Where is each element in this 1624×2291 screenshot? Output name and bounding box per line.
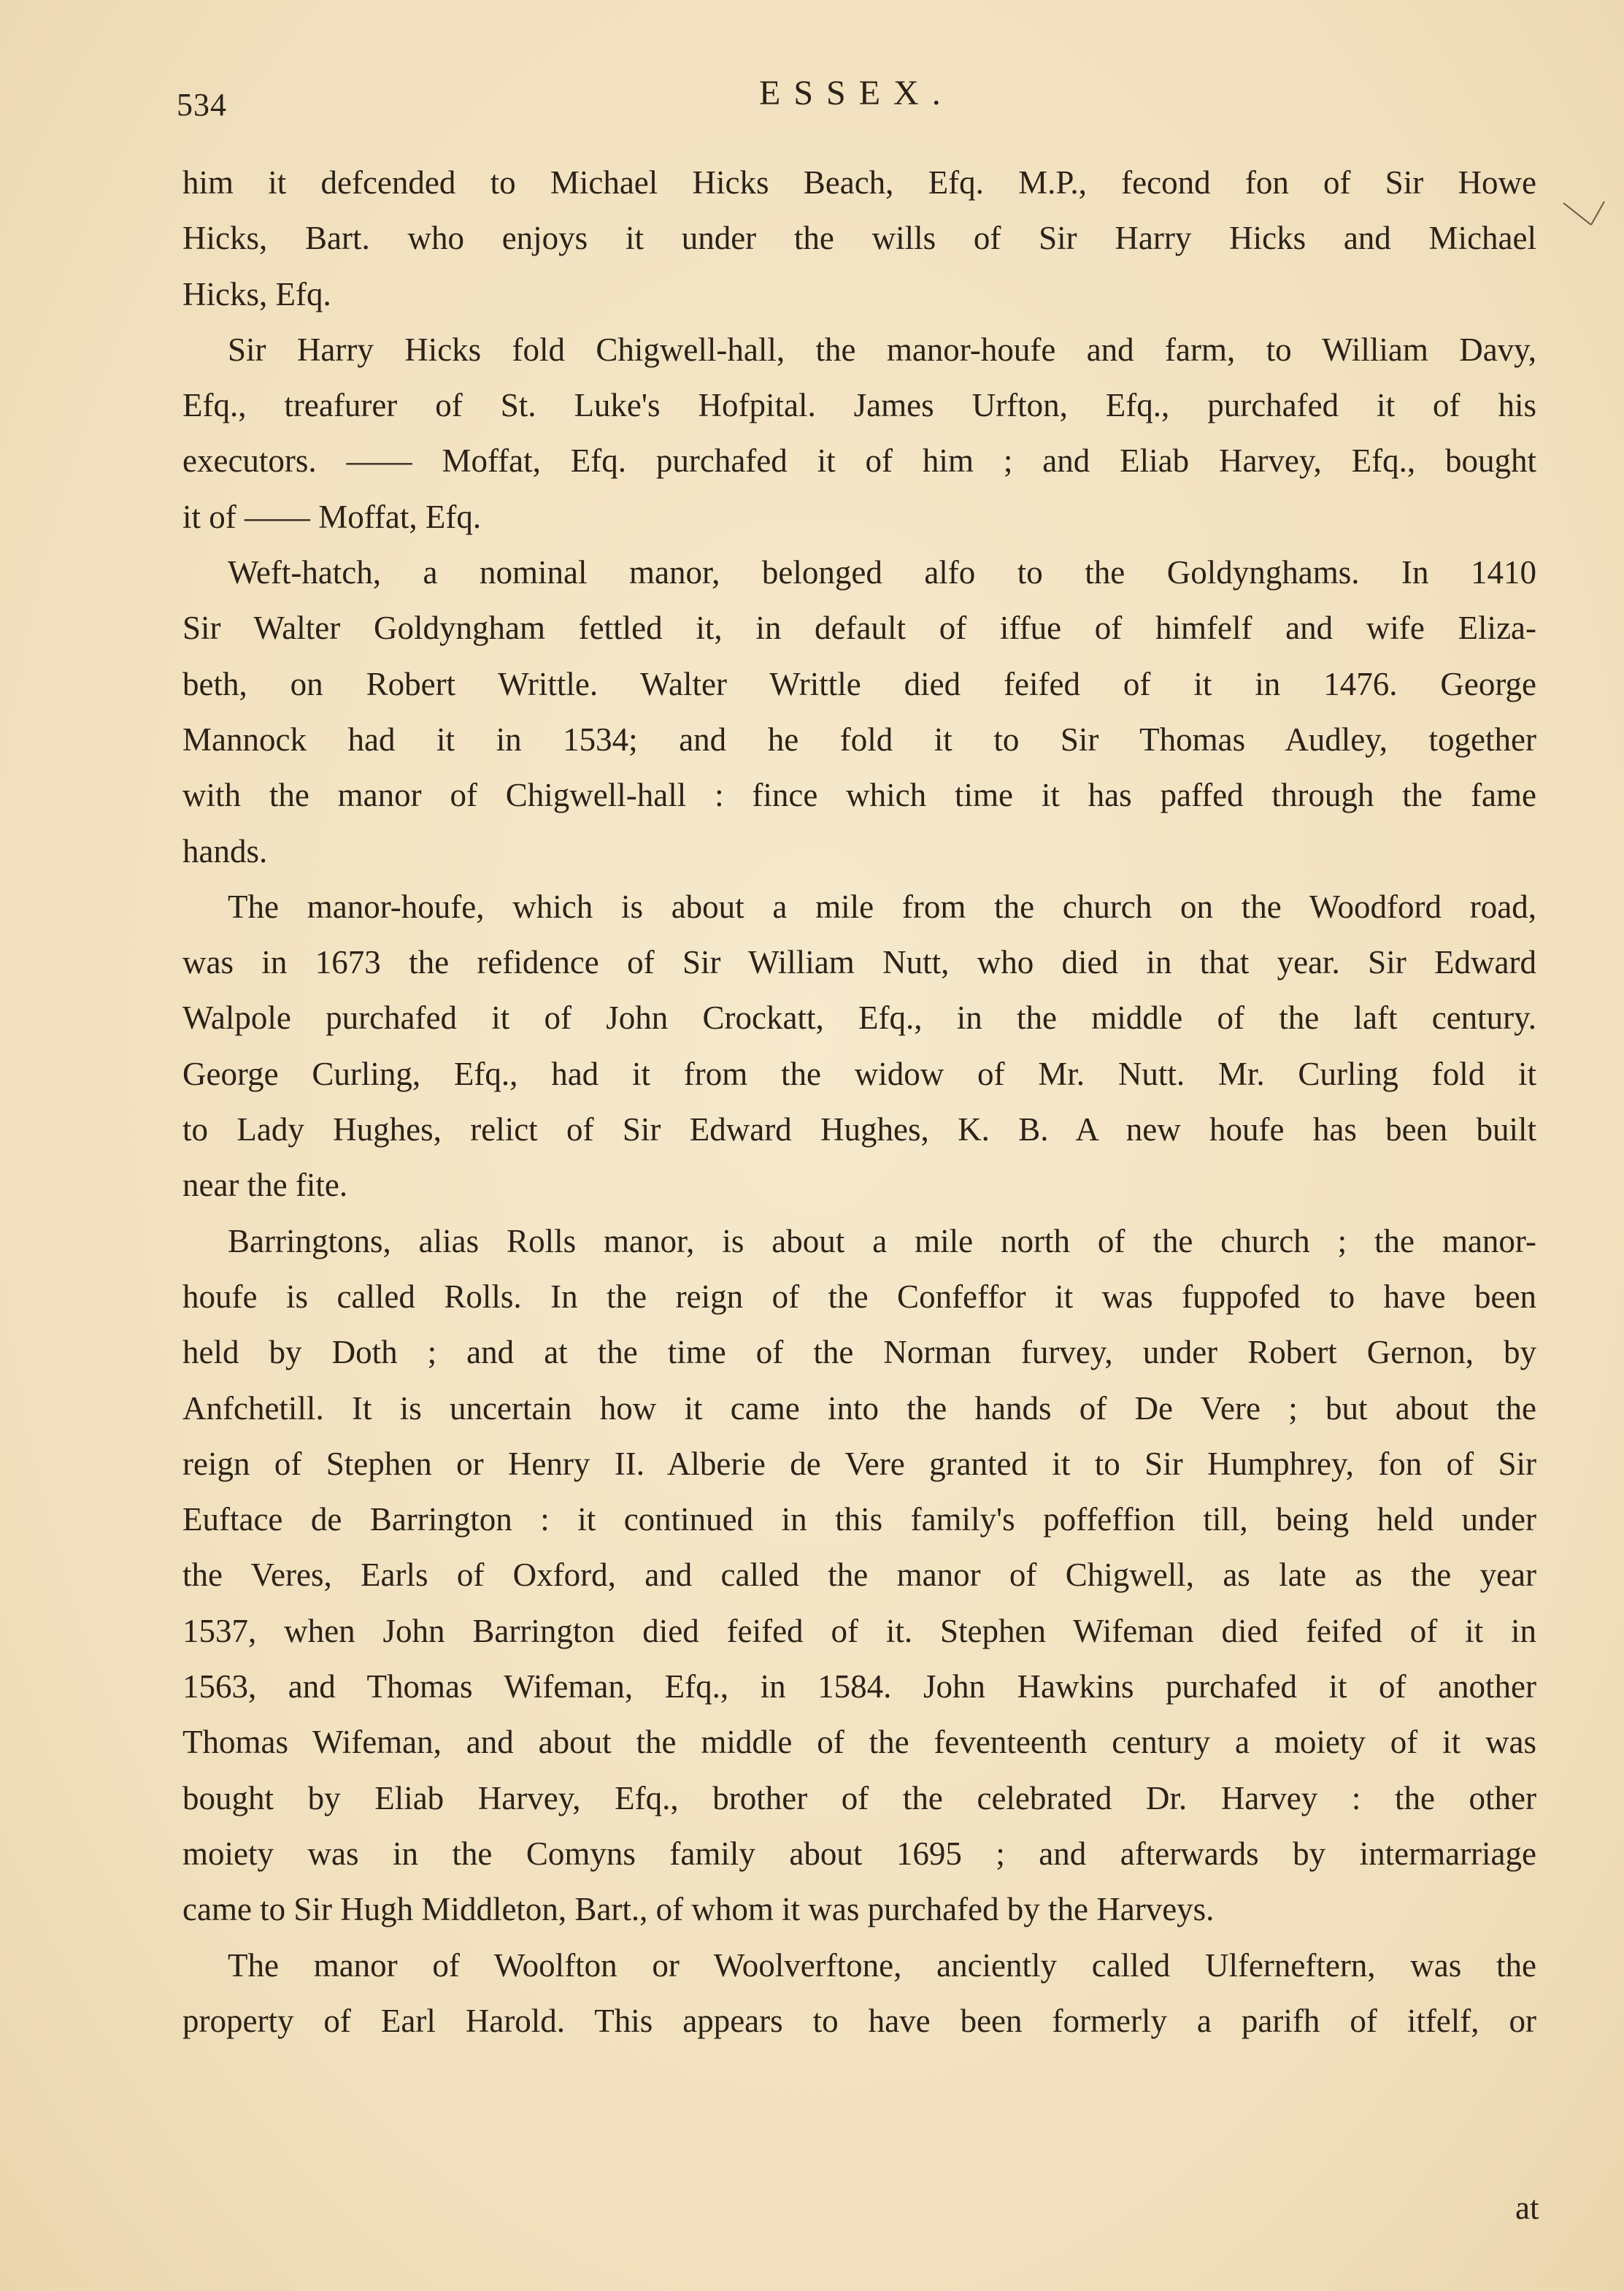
paragraph-woolston (182, 1938, 1536, 2049)
text-line: to Lady Hughes, relict of Sir Edward Hughes, K. B. A new houfe has been built (182, 1111, 1536, 1148)
text-line: The manor of Woolfton or Woolverftone, anciently called Ulferneftern, was the (228, 1946, 1536, 1984)
page-number: 534 (177, 87, 227, 123)
text-line: the Veres, Earls of Oxford, and called the manor of Chigwell, as late as the year (182, 1557, 1536, 1594)
text-line: Sir Walter Goldyngham fettled it, in default of iffue of himfelf and wife Eliza- (182, 610, 1536, 647)
text-line: Mannock had it in 1534; and he fold it to Sir Thomas Audley, together (182, 721, 1536, 758)
text-line: moiety was in the Comyns family about 1695 ; and afterwards by intermarriage (182, 1835, 1536, 1872)
margin-mark (1562, 196, 1606, 261)
text-line: Anfchetill. It is uncertain how it came into the hands of De Vere ; but about the (182, 1389, 1536, 1427)
text-line: Efq., treafurer of St. Luke's Hofpital. James Urfton, Efq., purchafed it of his (182, 387, 1536, 424)
text-line: Euftace de Barrington : it continued in this family's poffeffion till, being held under (182, 1501, 1536, 1538)
paragraph-manor-house (182, 879, 1536, 1213)
text-line: held by Doth ; and at the time of the Norman furvey, under Robert Gernon, by (182, 1334, 1536, 1371)
catchword: at (1515, 2190, 1539, 2226)
text-line: Weft-hatch, a nominal manor, belonged alfo to the Goldynghams. In 1410 (228, 554, 1536, 591)
text-line: Walpole purchafed it of John Crockatt, Efq., in the middle of the laft century. (182, 999, 1536, 1037)
running-head: ESSEX. (759, 74, 954, 112)
text-line: reign of Stephen or Henry II. Alberie de Vere granted it to Sir Humphrey, fon of Sir (182, 1445, 1536, 1482)
body-text (182, 155, 1536, 2049)
text-line: beth, on Robert Writtle. Walter Writtle died feifed of it in 1476. George (182, 665, 1536, 702)
text-line: near the fite. (182, 1167, 348, 1204)
text-line: executors. —— Moffat, Efq. purchafed it of him ; and Eliab Harvey, Efq., bought (182, 442, 1536, 480)
text-line: hands. (182, 832, 268, 870)
text-line: him it defcended to Michael Hicks Beach, Efq. M.P., fecond fon of Sir Howe (182, 164, 1536, 201)
text-line: Hicks, Efq. (182, 275, 331, 312)
text-line: was in 1673 the refidence of Sir William Nutt, who died in that year. Sir Edward (182, 944, 1536, 981)
text-line: came to Sir Hugh Middleton, Bart., of whom it was purchafed by the Harveys. (182, 1891, 1215, 1928)
text-line: Sir Harry Hicks fold Chigwell-hall, the manor-houfe and farm, to William Davy, (228, 331, 1536, 368)
text-line: property of Earl Harold. This appears to have been formerly a parifh of itfelf, or (182, 2002, 1536, 2039)
text-line: The manor-houfe, which is about a mile from the church on the Woodford road, (228, 888, 1536, 925)
text-line: with the manor of Chigwell-hall : fince which time it has paffed through the fame (182, 777, 1536, 814)
text-line: Thomas Wifeman, and about the middle of the feventeenth century a moiety of it was (182, 1724, 1536, 1761)
paragraph-west-hatch (182, 545, 1536, 879)
text-line: George Curling, Efq., had it from the widow of Mr. Nutt. Mr. Curling fold it (182, 1055, 1536, 1092)
text-line: 1537, when John Barrington died feifed of it. Stephen Wifeman died feifed of it in (182, 1612, 1536, 1649)
paragraph-chigwell-hall (182, 322, 1536, 545)
text-line: bought by Eliab Harvey, Efq., brother of the celebrated Dr. Harvey : the other (182, 1779, 1536, 1816)
text-line: 1563, and Thomas Wifeman, Efq., in 1584. John Hawkins purchafed it of another (182, 1668, 1536, 1705)
text-line: houfe is called Rolls. In the reign of the Confeffor it was fuppofed to have been (182, 1278, 1536, 1315)
text-line: Hicks, Bart. who enjoys it under the wills of Sir Harry Hicks and Michael (182, 220, 1536, 257)
text-line: it of —— Moffat, Efq. (182, 498, 482, 535)
paragraph-barringtons (182, 1213, 1536, 1938)
paragraph-beach (182, 155, 1536, 322)
text-line: Barringtons, alias Rolls manor, is about a mile north of the church ; the manor- (228, 1222, 1536, 1259)
